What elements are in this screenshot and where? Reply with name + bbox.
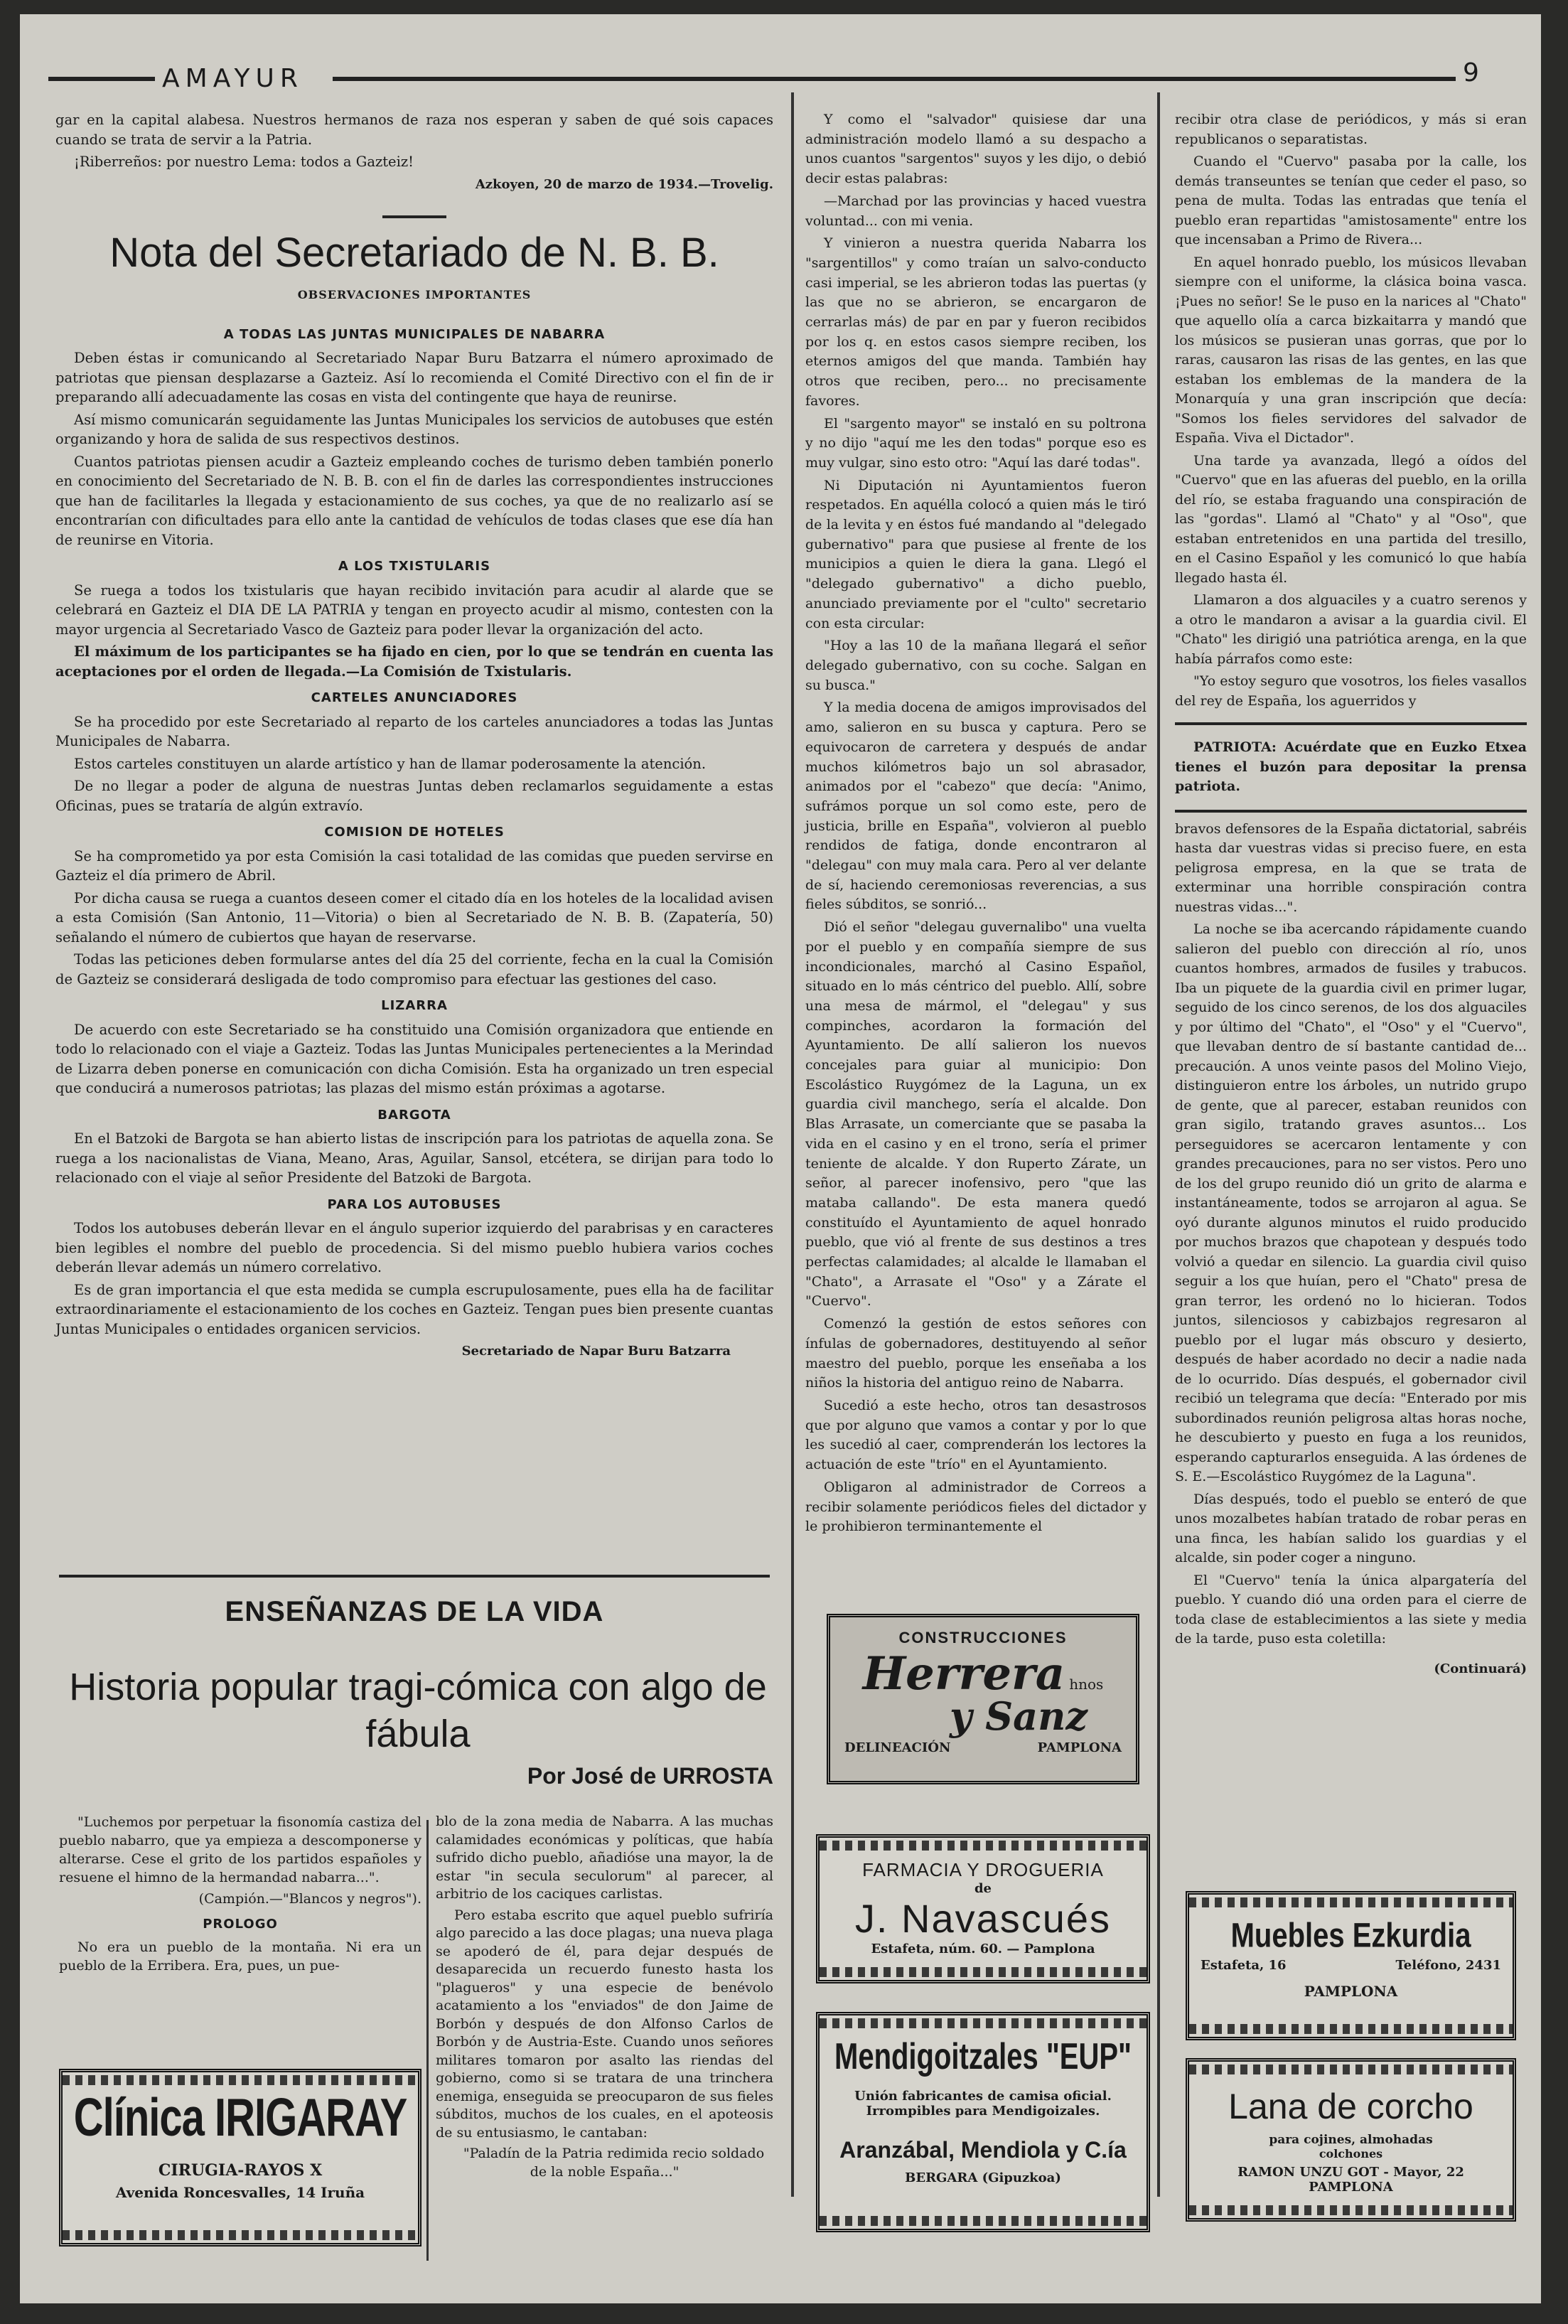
paragraph: bravos defensores de la España dictatorial, sabréis hasta dar vuestras vidas si preciso fuere, en esta peligrosa empresa, en la que se trata de exterminar una horrible conspiración contra nuestras vidas...". <box>1175 820 1527 915</box>
section-heading: BARGOTA <box>377 1107 451 1123</box>
ad-line: colchones <box>1319 2147 1383 2160</box>
continued-note: (Continuará) <box>1434 1661 1527 1676</box>
ad-border-decoration <box>1189 2205 1513 2215</box>
paragraph: Y como el "salvador" quisiese dar una administración modelo llamó a su despacho a unos cuantos "sargentos" suyos y les dijo, o debió decir estas palabras: <box>805 112 1147 187</box>
page-number: 9 <box>1463 58 1479 87</box>
paragraph: "Yo estoy seguro que vosotros, los fieles vasallos del rey de España, los aguerridos y <box>1175 673 1527 709</box>
paragraph: Todos los autobuses deberán llevar en el ángulo superior izquierdo del parabrisas y en caracteres bien legibles el nombre del pueblo de procedencia. Si del mismo pueblo hubiera varios coches deberán llevar además un número correlativo. <box>55 1220 773 1275</box>
ad-border-decoration <box>1189 2024 1513 2034</box>
paragraph: De acuerdo con este Secretariado se ha constituido una Comisión organizadora que entiende en todo lo relacionado con el viaje a Gazteiz. Todas las Juntas Municipales pertenecientes a la Merindad de Lizarra deben ponerse en comunicación con dicha Comisión. Esta ha organizado un tren especial que conducirá a numerosos patriotas; las plazas del mismo están próximas a agotarse. <box>55 1021 773 1096</box>
ad-line: PAMPLONA <box>1304 1983 1398 2000</box>
ad-border-decoration <box>820 2216 1147 2226</box>
paragraph: Y vinieron a nuestra querida Nabarra los "sargentillos" y como traían un salvo-conducto casi imperial, se les abrieron todas las puertas (y las que no se abrieron, se encargaron de cerrarlas más) de par en par y fueron recibidos por los q. en estos casos siempre reciben, los eternos amigos del que manda. También hay otros que reciben, pero... no precisamente favores. <box>805 235 1147 409</box>
ad-line: BERGARA (Gipuzkoa) <box>905 2170 1061 2185</box>
paragraph: ¡Riberreños: por nuestro Lema: todos a Gazteiz! <box>74 154 414 170</box>
paragraph: Todas las peticiones deben formularse antes del día 25 del corriente, fecha en la cual la Comisión de Gazteiz se considerará desligada de todo compromiso para efectuar las gestiones del caso. <box>55 951 773 987</box>
article-subtitle: OBSERVACIONES IMPORTANTES <box>297 288 532 301</box>
section-divider <box>59 1575 770 1578</box>
section-heading: PARA LOS AUTOBUSES <box>327 1196 502 1212</box>
epigraph-source: (Campión.—"Blancos y negros"). <box>198 1891 421 1907</box>
newspaper-page <box>20 14 1541 2303</box>
paragraph: De no llegar a poder de alguna de nuestras Juntas deben reclamarlos seguidamente a estas Oficinas, pues se trataría de algún extravío. <box>55 778 773 814</box>
paragraph: Una tarde ya avanzada, llegó a oídos del "Cuervo" que en las afueras del pueblo, en la orilla del río, se estaba fraguando una conspiración de las "gordas". Llamó al "Chato" y al "Oso", que estaban entretenidos en una partida del tresillo, en el Casino Español y les comunicó lo que había llegado hasta él. <box>1175 452 1527 586</box>
ad-line: DELINEACIÓN <box>844 1740 951 1755</box>
ad-line: CIRUGIA-RAYOS X <box>158 2161 323 2180</box>
paragraph: Es de gran importancia el que esta medida se cumpla escrupulosamente, pues ella ha de facilitar extraordinariamente el estacionamiento de los coches en Gazteiz. Tengan pues bien presente cuantas Juntas Municipales o entidades organicen servicios. <box>55 1281 773 1337</box>
signature: Azkoyen, 20 de marzo de 1934.—Trovelig. <box>475 176 773 192</box>
ad-border-decoration <box>1189 2065 1513 2074</box>
paragraph: gar en la capital alabesa. Nuestros hermanos de raza nos esperan y saben de qué sois capaces cuando se trata de servir a la Patria. <box>55 112 773 148</box>
paragraph: En el Batzoki de Bargota se han abierto listas de inscripción para los patriotas de aquella zona. Se ruega a los nacionalistas de Viana, Meano, Aras, Aguilar, Sansol, etcétera, se dirijan para todo lo relacionado con el viaje al señor Presidente del Batzoki de Bargota. <box>55 1130 773 1186</box>
ad-clinica-irigaray <box>59 2069 421 2247</box>
ad-title: y Sanz <box>949 1693 1088 1739</box>
header-rule-left <box>48 77 155 81</box>
notice-box: PATRIOTA: Acuérdate que en Euzko Etxea tienes el buzón para depositar la prensa patriota. <box>1175 739 1527 794</box>
paragraph: La noche se iba acercando rápidamente cuando salieron del pueblo con dirección al río, unos cuantos hombres, armados de fusiles y trabucos. Iba un piquete de la guardia civil en primer lugar, seguido de los cinco serenos, de los dos alguaciles y por último del "Chato", el "Oso" y el "Cuervo", que llevaban dentro de sí bastante cantidad de... precaución. A unos veinte pasos del Molino Viejo, distinguieron entre los árboles, un nutrido grupo de gente, que al parecer, estaban reunidos con gran sigilo, tratando graves asuntos... Los perseguidores se acercaron lentamente y con grandes precauciones, para no ser vistos. Pero uno de los del grupo reunido dió un grito de alarma e instantáneamente, todos se arrojaron al agua. Se oyó durante algunos minutos el ruido producido por muchos brazos que chapotean y después todo volvió a quedar en silencio. La guardia civil quiso seguir a los que huían, pero el "Chato" presa de gran terror, les ordenó no lo hicieran. Todos juntos, silenciosos y cabizbajos regresaron al pueblo por el lugar más obscuro y desierto, después de haber acordado no decir a nadie nada de lo ocurrido. Días después, el gobernador civil recibió un telegrama que decía: "Enterado por mis subordinados reunión peligrosa altas horas noche, he descubierto y puesto en fuga a los reunidos, esperando capturarlos enseguida. A las órdenes de S. E.—Escolástico Ruygómez de la Laguna". <box>1175 921 1527 1484</box>
column-rule <box>791 92 794 2197</box>
paragraph: Por dicha causa se ruega a cuantos deseen comer el citado día en los hoteles de la localidad avisen a esta Comisión (San Antonio, 11—Vitoria) o bien al Secretariado de N. B. B. (Zapatería, 50) señalando el número de cubiertos que hayan de reservarse. <box>55 889 773 946</box>
paragraph: Cuantos patriotas piensen acudir a Gazteiz empleando coches de turismo deben también ponerlo en conocimiento del Secretariado de N. B. B. con el fin de darles las correspondientes instrucciones que han de facilitarles la llegada y estacionamiento de sus coches, ya que de no realizarlo así se encontrarían con dificultades para ello ante la cantidad de vehículos de todas clases que ese día han de reunirse en Vitoria. <box>55 453 773 548</box>
ad-border-decoration <box>63 2230 418 2240</box>
story-right-column <box>436 1813 773 2184</box>
ad-line: Estafeta, 16 <box>1201 1958 1287 1973</box>
paragraph: En aquel honrado pueblo, los músicos llevaban siempre con el uniforme, la clásica boina vasca. ¡Pues no señor! Se le puso en la narices al "Chato" que aquello olía a carca bizkaitarra y mandó que los músicos se pusieran unas gorras, que por lo raras, causaron las risas de las gentes, en las que estaban los emblemas de la mandera de la Monarquía y una gran inscripción que decía: "Somos los fieles servidores del salvador de España. Viva el Dictador". <box>1175 254 1527 446</box>
story-left-column <box>59 1813 421 1978</box>
ad-title: J. Navascués <box>854 1896 1112 1941</box>
ad-title: Herrera <box>862 1647 1065 1701</box>
story-title: Historia popular tragi-cómica con algo de fábula <box>69 1666 767 1755</box>
paragraph: blo de la zona media de Nabarra. A las muchas calamidades económicas y políticas, que había sufrido dicho pueblo, añadióse una mayor, la de estar "in secula seculorum" al parecer, al arbitrio de los caciques carlistas. <box>436 1814 773 1902</box>
paragraph: Se ha comprometido ya por esta Comisión la casi totalidad de las comidas que pueden servirse en Gazteiz el día primero de Abril. <box>55 847 773 884</box>
ad-line: FARMACIA Y DROGUERIA <box>862 1859 1104 1880</box>
paragraph: —Marchad por las provincias y haced vuestra voluntad... con mi venia. <box>805 193 1147 229</box>
header-rule-right <box>333 77 1456 81</box>
column-3 <box>1175 110 1527 1678</box>
paragraph: Dió el señor "delegau guvernalibo" una vuelta por el pueblo y en compañía siempre de sus incondicionales, marchó al Casino Español, situado en lo más céntrico del pueblo. Allí, sobre una mesa de mármol, el "delegau" y sus compinches, acordaron la formación del Ayuntamiento. De allí salieron los nuevos concejales para guiar al municipio: Don Escolástico Ruygómez de la Laguna, un ex guardia civil manchego, sería el alcalde. Don Blas Arrasate, un comerciante que se pasaba la vida en el casino y en el trono, sería el primer teniente de alcalde. Y don Ruperto Zárate, un señor, al parecer inofensivo, pero "que las mataba callando". De esta manera quedó constituído el Ayuntamiento de aquel honrado pueblo, que vió al frente de sus destinos a tres perfectas calamidades; al alcalde le llamaban el "Chato", a Arrasate el "Oso" y a Zárate el "Cuervo". <box>805 919 1147 1310</box>
ad-line: de <box>974 1881 992 1896</box>
paragraph: Deben éstas ir comunicando al Secretariado Napar Buru Batzarra el número aproximado de patriotas que piensan desplazarse a Gazteiz. Así lo recomienda el Comité Directivo con el fin de ir preparando allí adecuadamente las cosas en vista del contingente que haya de reunirse. <box>55 350 773 405</box>
ad-muebles-ezkurdia <box>1186 1891 1516 2040</box>
ad-title: Clínica IRIGARAY <box>73 2087 407 2148</box>
ad-line: hnos <box>1069 1676 1104 1693</box>
ad-line: Avenida Roncesvalles, 14 Iruña <box>115 2184 365 2201</box>
column-rule <box>426 1820 429 2261</box>
paragraph: Pero estaba escrito que aquel pueblo sufriría algo parecido a las doce plagas; una nueva plaga se apoderó de él, para dejar después de desaparecida un recuerdo funesto hasta los "plagueros" y una especie de benévolo acatamiento a los "enviados" de don Jaime de Borbón y después de don Alfonso Carlos de Borbón y de Austria-Este. Cuando unos señores militares tomaron por asalto las riendas del gobierno, como si se tratara de una trinchera enemiga, enseguida se preocuparon de sus fieles súbditos, muchos de los cuales, en el apoteosis de su entusiasmo, le cantaban: <box>436 1907 773 2141</box>
paragraph: Obligaron al administrador de Correos a recibir solamente periódicos fieles del dictador y le prohibieron terminantemente el <box>805 1479 1147 1535</box>
signature: Secretariado de Napar Buru Batzarra <box>461 1344 731 1359</box>
ad-title: Mendigoitzales "EUP" <box>834 2036 1132 2077</box>
ad-border-decoration <box>63 2075 418 2085</box>
ad-border-decoration <box>1189 1897 1513 1907</box>
ad-mendigoitzales <box>816 2012 1150 2232</box>
ad-line: PAMPLONA <box>1037 1740 1122 1755</box>
ad-herrera-y-sanz <box>827 1614 1139 1784</box>
paragraph: Se ruega a todos los txistularis que hayan recibido invitación para acudir al alarde que se celebrará en Gazteiz el DIA DE LA PATRIA y tengan en proyecto acudir al mismo, contesten con la mayor urgencia al Secretariado Vasco de Gazteiz para poder llevar la organización del acto. <box>55 582 773 638</box>
paragraph: El "sargento mayor" se instaló en su poltrona y no dijo "aquí me les den todas" porque eso es muy vulgar, sino esto otro: "Aquí las daré todas". <box>805 415 1147 471</box>
ad-line: PAMPLONA <box>1309 2180 1393 2195</box>
ad-line: para cojines, almohadas <box>1269 2133 1433 2147</box>
section-heading: A LOS TXISTULARIS <box>338 559 491 574</box>
column-2 <box>805 110 1147 1540</box>
paragraph: "Paladín de la Patria redimida recio soldado de la noble España..." <box>463 2146 765 2180</box>
divider <box>1175 810 1527 813</box>
ad-line: Aranzábal, Mendiola y C.ía <box>839 2137 1127 2163</box>
paragraph: El máximum de los participantes se ha fijado en cien, por lo que se tendrán en cuenta las aceptaciones por el orden de llegada.—La Comisión de Txistularis. <box>55 643 773 680</box>
ad-line: Estafeta, núm. 60. — Pamplona <box>871 1942 1095 1956</box>
paragraph: Sucedió a este hecho, otros tan desastrosos que por alguno que vamos a contar y por lo que les sucedió al caer, comprenderán los lectores la actuación de este "trío" en el Ayuntamiento. <box>805 1398 1147 1473</box>
section-heading: LIZARRA <box>381 998 448 1013</box>
section-kicker: ENSEÑANZAS DE LA VIDA <box>225 1596 604 1627</box>
paragraph: recibir otra clase de periódicos, y más si eran republicanos o separatistas. <box>1175 112 1527 147</box>
column-1-top <box>55 110 773 1361</box>
ad-title: Lana de corcho <box>1228 2087 1473 2126</box>
byline: Por José de URROSTA <box>527 1763 773 1789</box>
ad-line: Unión fabricantes de camisa oficial. <box>854 2089 1112 2104</box>
epigraph: "Luchemos por perpetuar la fisonomía castiza del pueblo nabarro, que ya empieza a descomponerse y alterarse. Cese el grito de los partidos españoles y resuene el himno de la hermandad nabarra...". <box>59 1814 421 1885</box>
section-heading: CARTELES ANUNCIADORES <box>311 690 518 705</box>
paragraph: El "Cuervo" tenía la única alpargatería del pueblo. Y cuando dió una orden para el cierre de toda clase de establecimientos a las siete y media de la tarde, puso esta coletilla: <box>1175 1572 1527 1646</box>
paragraph: No era un pueblo de la montaña. Ni era un pueblo de la Erribera. Era, pues, un pue- <box>59 1939 421 1974</box>
paragraph: "Hoy a las 10 de la mañana llegará el señor delegado gubernativo, con su coche. Salgan en su busca." <box>805 638 1147 693</box>
short-rule <box>382 215 446 218</box>
masthead: AMAYUR <box>162 64 304 93</box>
paragraph: Se ha procedido por este Secretariado al reparto de los carteles anunciadores a todas las Juntas Municipales de Nabarra. <box>55 713 773 749</box>
ad-border-decoration <box>820 1841 1147 1851</box>
paragraph: Comenzó la gestión de estos señores con ínfulas de gobernadores, destituyendo al señor maestro del pueblo, porque les enseñaba a los niños la historia del antiguo reino de Nabarra. <box>805 1316 1147 1391</box>
section-heading: COMISION DE HOTELES <box>324 825 505 840</box>
divider <box>1175 722 1527 725</box>
ad-line: CONSTRUCCIONES <box>898 1629 1068 1646</box>
paragraph: Estos carteles constituyen un alarde artístico y han de llamar poderosamente la atención. <box>74 755 707 772</box>
section-heading: A TODAS LAS JUNTAS MUNICIPALES DE NABARRA <box>223 326 606 342</box>
ad-border-decoration <box>820 2018 1147 2028</box>
paragraph: Cuando el "Cuervo" pasaba por la calle, los demás transeuntes se tenían que ceder el paso, so pena de multa. Todas las entradas que tenía el pueblo eran repartidas "amistosamente" entre los que incensaban a Primo de Rivera... <box>1175 154 1527 247</box>
article-title: Nota del Secretariado de N. B. B. <box>109 230 719 276</box>
paragraph: Días después, todo el pueblo se enteró de que unos mozalbetes habían tratado de robar peras en una finca, les habían salido los guardias y el alcalde, sin poder coger a ninguno. <box>1175 1491 1527 1565</box>
ad-line: RAMON UNZU GOT - Mayor, 22 <box>1237 2165 1464 2180</box>
paragraph: Así mismo comunicarán seguidamente las Juntas Municipales los servicios de autobuses que estén organizando y hora de salida de sus respectivos destinos. <box>55 411 773 447</box>
paragraph: Ni Diputación ni Ayuntamientos fueron respetados. En aquélla colocó a quien más le tiró de la levita y en éstos fué mandando al "delegado gubernativo" para que pusiese al frente de los municipios a quien le diera la gana. Llegó el "delegado gubernativo" a dicho pueblo, anunciado previamente por el "culto" secretario con esta circular: <box>805 477 1147 631</box>
ad-line: Irrompibles para Mendigoizales. <box>866 2104 1100 2119</box>
ad-title: Muebles Ezkurdia <box>1230 1917 1471 1955</box>
ad-navascues <box>816 1834 1150 1983</box>
ad-line: Teléfono, 2431 <box>1395 1958 1501 1973</box>
paragraph: Y la media docena de amigos improvisados del amo, salieron en su busca y captura. Pero se equivocaron de carretera y después de andar muchos kilómetros bajo un sol abrasador, animados por el "cabezo" que decía: "Animo, sufrámos porque un sol como este, pero de justicia, brille en España", volvieron al pueblo rendidos de fatiga, donde encontraron al "delegau" con muy mala cara. Pero al ver delante de sí, haciendo ceremoniosas reverencias, a sus fieles súbditos, se sonrió... <box>805 700 1147 913</box>
section-heading: PROLOGO <box>203 1917 278 1932</box>
paragraph: Llamaron a dos alguaciles y a cuatro serenos y a otro le mandaron a avisar a la guardia civil. El "Chato" les dirigió una patriótica arenga, en la que había párrafos como este: <box>1175 592 1527 667</box>
column-rule <box>1157 92 1160 2197</box>
ad-border-decoration <box>820 1967 1147 1977</box>
ad-lana-de-corcho <box>1186 2058 1516 2222</box>
